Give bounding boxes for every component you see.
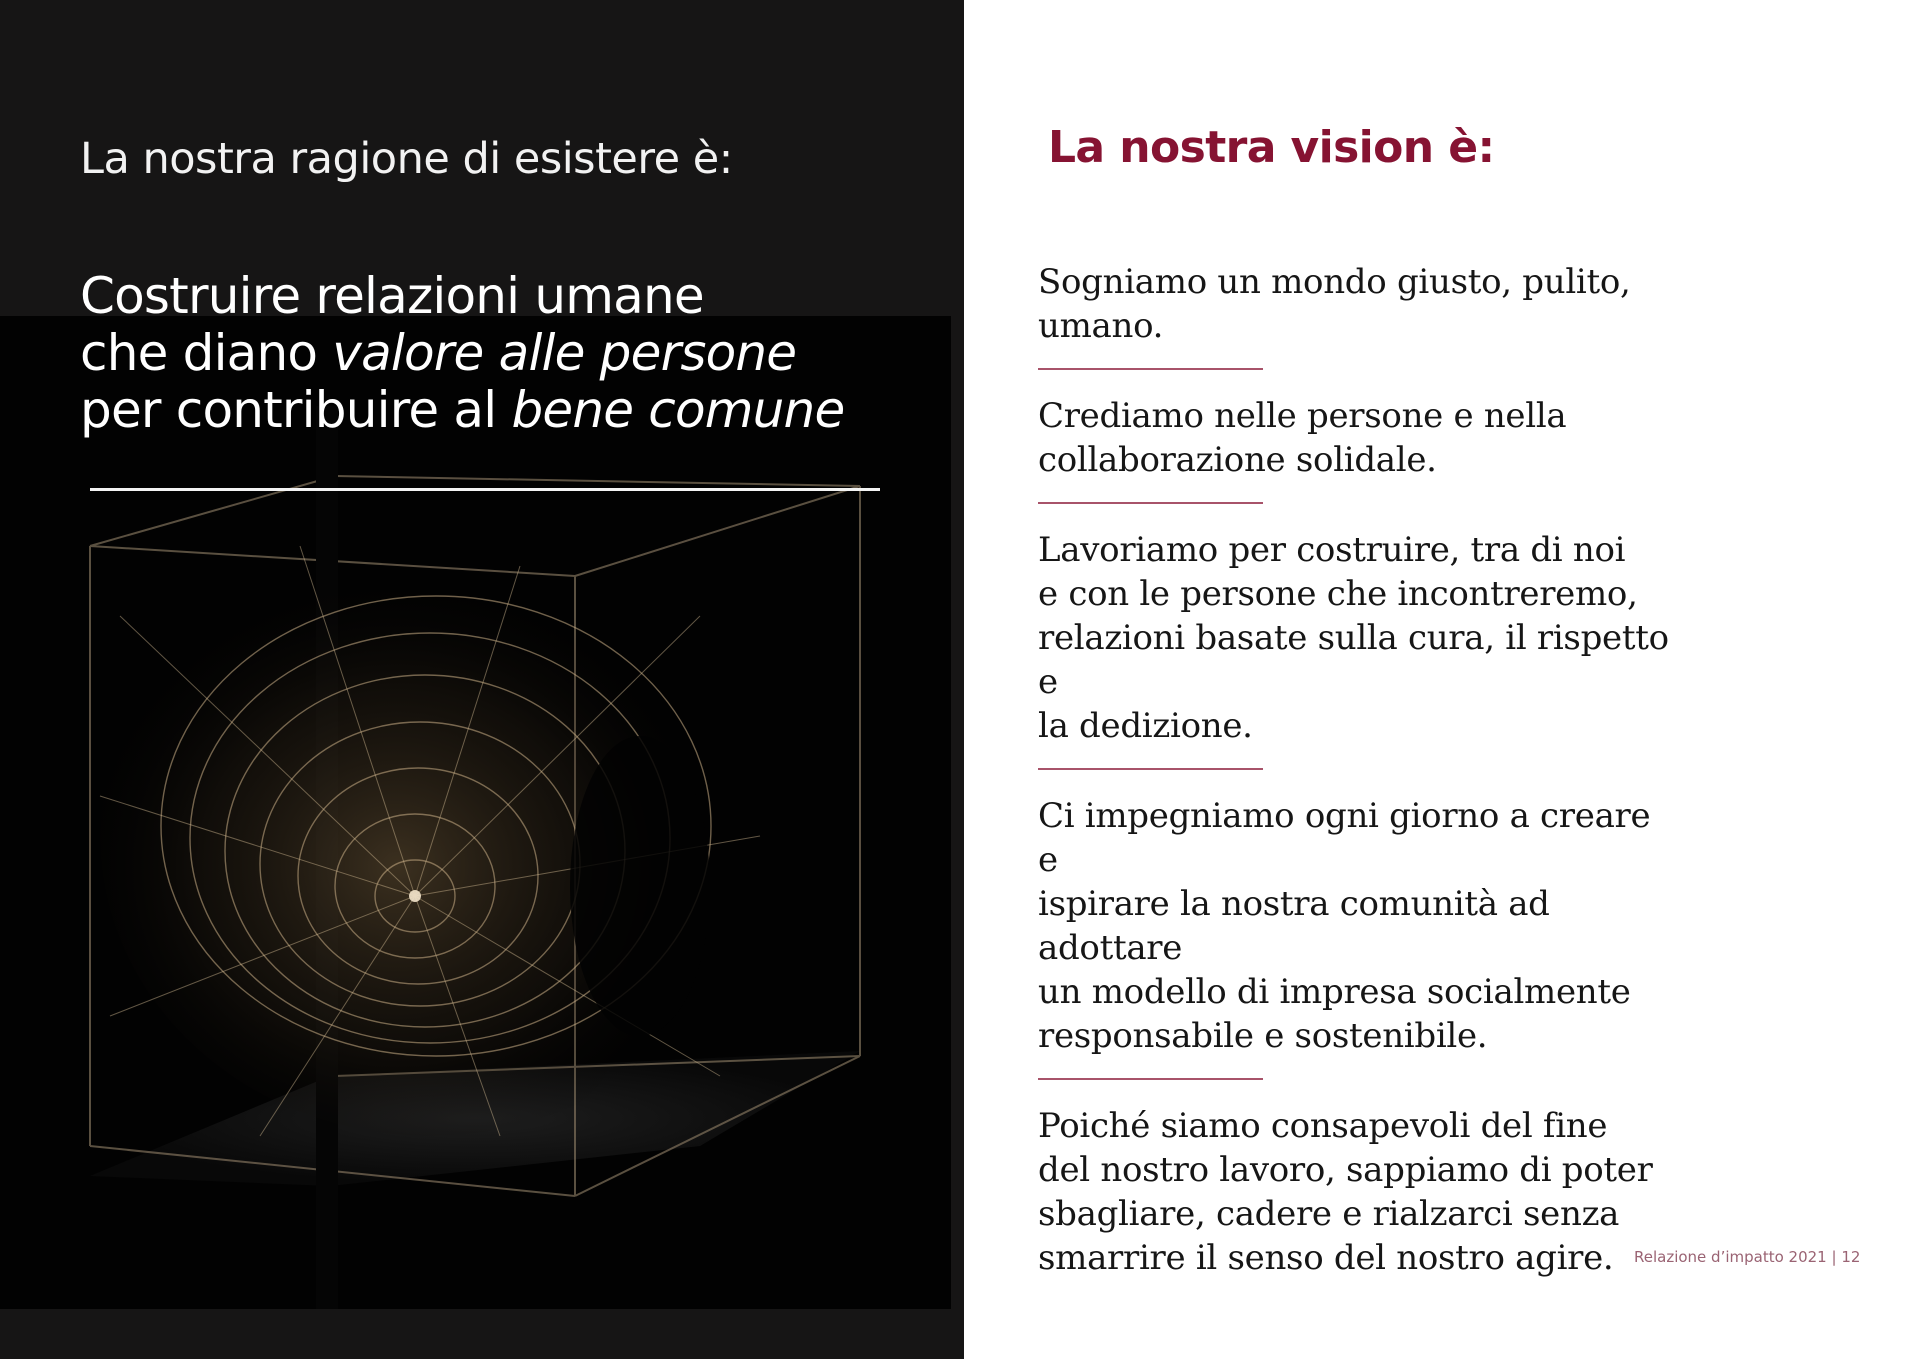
vision-heading: La nostra vision è: — [1048, 122, 1495, 173]
statement-line-3-italic: bene comune — [511, 381, 845, 439]
vision-divider — [1038, 502, 1263, 504]
vision-divider — [1038, 368, 1263, 370]
vision-text: Ci impegniamo ogni giorno a creare e ispirare la nostra comunità ad adottare un modello di impresa socialmente responsabile e sostenibile. — [1038, 796, 1651, 1056]
purpose-heading: La nostra ragione di esistere è: — [80, 134, 733, 184]
vision-text: Lavoriamo per costruire, tra di noi e con le persone che incontreremo, relazioni basate sulla cura, il rispetto e la dedizione. — [1038, 530, 1669, 746]
statement-divider — [90, 488, 880, 491]
report-title: Relazione d’impatto 2021 — [1634, 1248, 1827, 1266]
statement-line-2-plain: che diano — [80, 324, 333, 382]
vision-text: Sogniamo un mondo giusto, pulito, umano. — [1038, 262, 1631, 346]
vision-item — [1038, 794, 1678, 1058]
spider-web-photo — [0, 316, 951, 1309]
footer-separator: | — [1831, 1248, 1837, 1266]
vision-item — [1038, 1104, 1678, 1280]
vision-item — [1038, 260, 1678, 348]
page-footer — [1634, 1248, 1860, 1266]
vision-text: Crediamo nelle persone e nella collaborazione solidale. — [1038, 396, 1567, 480]
vision-divider — [1038, 1078, 1263, 1080]
statement-line-3-plain: per contribuire al — [80, 381, 512, 439]
vision-item — [1038, 528, 1678, 748]
vision-list — [1038, 260, 1678, 1280]
vision-text: Poiché siamo consapevoli del fine del nostro lavoro, sappiamo di poter sbagliare, cadere e rialzarci senza smarrire il senso del nostro agire. — [1038, 1106, 1653, 1278]
page-number: 12 — [1841, 1248, 1861, 1266]
purpose-statement — [80, 268, 844, 439]
vision-item — [1038, 394, 1678, 482]
spider-web-display-case-icon — [0, 316, 951, 1309]
statement-line-1: Costruire relazioni umane — [80, 267, 704, 325]
vision-divider — [1038, 768, 1263, 770]
statement-line-2-italic: valore alle persone — [332, 324, 797, 382]
